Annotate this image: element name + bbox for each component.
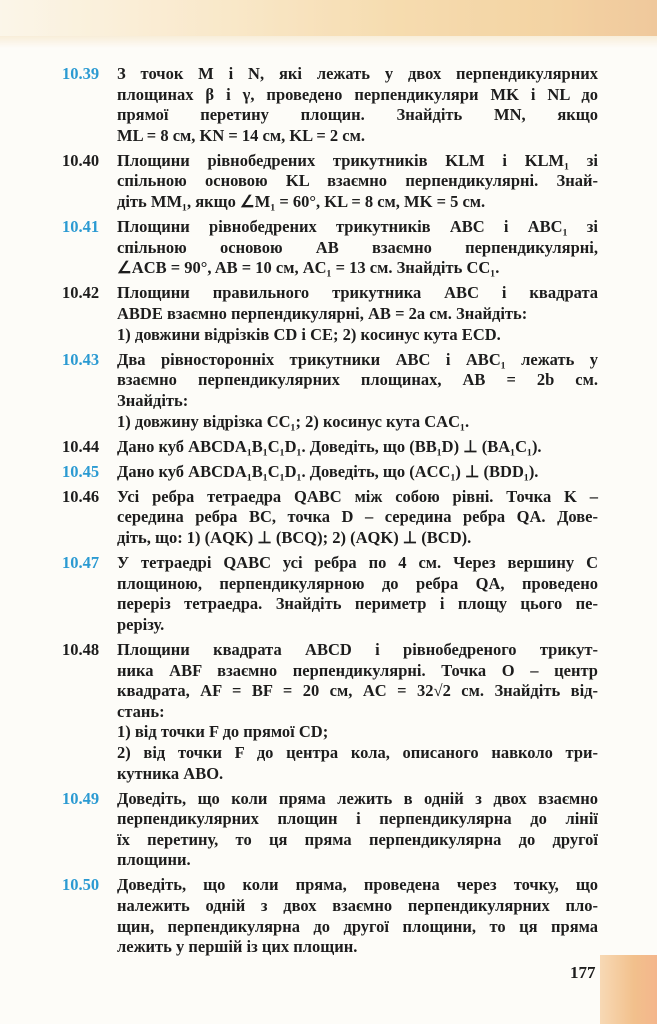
text-line: 2) від точки F до центра кола, описаного навколо три- <box>117 742 598 762</box>
text-line: середина ребра BC, точка D – середина ребра QA. Дове- <box>117 507 598 527</box>
text-line: перпендикулярних площин і перпендикулярна до лінії <box>117 809 598 829</box>
exercise-number: 10.46 <box>62 486 100 506</box>
text-line: спільною основою AB взаємно перпендикулярні, <box>117 237 598 257</box>
exercise-10-42 <box>62 283 598 345</box>
text-line: стань: <box>117 701 165 721</box>
exercise-10-49 <box>62 789 598 871</box>
text-line: ∠ACB = 90°, AB = 10 см, AC₁ = 13 см. Знайдіть CC₁. <box>117 258 500 278</box>
text-line: квадрата, AF = BF = 20 см, AC = 32√2 см. Знайдіть від- <box>117 681 598 701</box>
text-line: Дано куб ABCDA₁B₁C₁D₁. Доведіть, що (ACC₁) ⊥ (BDD₁). <box>117 461 539 481</box>
text-line: 1) довжину відрізка CC₁; 2) косинус кута CAC₁. <box>117 411 470 431</box>
text-line: площиною, перпендикулярною до ребра QA, проведено <box>117 573 598 593</box>
exercise-text <box>117 875 598 957</box>
text-line: Знайдіть: <box>117 390 189 410</box>
exercise-number: 10.43 <box>62 349 100 369</box>
text-line: Доведіть, що коли пряма, проведена через точку, що <box>117 875 598 895</box>
exercise-list <box>62 64 598 962</box>
text-line: ML = 8 см, KN = 14 см, KL = 2 см. <box>117 125 365 145</box>
exercise-text <box>117 217 598 279</box>
exercise-text <box>117 350 598 432</box>
text-line: ABDE взаємно перпендикулярні, AB = 2a см. Знайдіть: <box>117 304 528 324</box>
text-line: лежить у першій із цих площин. <box>117 937 358 957</box>
exercise-text <box>117 789 598 871</box>
text-line: Два рівносторонніх трикутники ABC і ABC₁ лежать у <box>117 349 598 369</box>
exercise-10-44 <box>62 437 598 458</box>
text-line: З точок M і N, які лежать у двох перпендикулярних <box>117 64 598 83</box>
text-line: 1) довжини відрізків CD і CE; 2) косинус кута ECD. <box>117 324 501 344</box>
text-line: діть, що: 1) (AQK) ⊥ (BCQ); 2) (AQK) ⊥ (BCD). <box>117 527 472 547</box>
text-line: належить одній з двох взаємно перпендикулярних пло- <box>117 896 598 916</box>
text-line: рерізу. <box>117 614 165 634</box>
text-line: площини. <box>117 850 191 870</box>
exercise-text <box>117 151 598 213</box>
exercise-10-43 <box>62 350 598 432</box>
exercise-text <box>117 640 598 784</box>
text-line: площинах β і γ, проведено перпендикуляри MK і NL до <box>117 84 598 104</box>
exercise-text <box>117 283 598 345</box>
exercise-number: 10.39 <box>62 64 100 83</box>
exercise-text <box>117 487 598 549</box>
exercise-10-40 <box>62 151 598 213</box>
exercise-number: 10.40 <box>62 150 100 170</box>
exercise-number: 10.42 <box>62 283 100 303</box>
page-header-band <box>0 0 657 36</box>
exercise-10-41 <box>62 217 598 279</box>
exercise-number: 10.50 <box>62 875 100 895</box>
text-line: Площини рівнобедрених трикутників KLM і KLM₁ зі <box>117 150 598 170</box>
page-number: 177 <box>570 963 596 982</box>
text-line: щин, перпендикулярна до другої площини, то ця пряма <box>117 916 598 936</box>
exercise-text <box>117 553 598 635</box>
text-line: їх перетину, то ця пряма перпендикулярна до другої <box>117 829 598 849</box>
exercise-number: 10.44 <box>62 436 100 456</box>
text-line: 1) від точки F до прямої CD; <box>117 722 329 742</box>
exercise-number: 10.41 <box>62 217 100 237</box>
exercise-10-45 <box>62 462 598 483</box>
exercise-number: 10.47 <box>62 553 100 573</box>
exercise-number: 10.48 <box>62 639 100 659</box>
text-line: діть MM₁, якщо ∠M₁ = 60°, KL = 8 см, MK = 5 см. <box>117 192 486 212</box>
text-line: взаємно перпендикулярних площинах, AB = 2b см. <box>117 370 598 390</box>
text-line: Дано куб ABCDA₁B₁C₁D₁. Доведіть, що (BB₁D) ⊥ (BA₁C₁). <box>117 436 542 456</box>
exercise-number: 10.45 <box>62 461 100 481</box>
exercise-10-39 <box>62 64 598 146</box>
exercise-10-48 <box>62 640 598 784</box>
text-line: Площини правильного трикутника ABC і квадрата <box>117 283 598 303</box>
text-line: Площини рівнобедрених трикутників ABC і ABC₁ зі <box>117 217 598 237</box>
text-line: спільною основою KL взаємно перпендикулярні. Знай- <box>117 171 598 191</box>
text-line: У тетраедрі QABC усі ребра по 4 см. Через вершину C <box>117 553 598 573</box>
exercise-text <box>117 64 598 146</box>
text-line: Доведіть, що коли пряма лежить в одній з двох взаємно <box>117 788 598 808</box>
exercise-10-47 <box>62 553 598 635</box>
text-line: Площини квадрата ABCD і рівнобедреного трикут- <box>117 639 598 659</box>
text-line: переріз тетраедра. Знайдіть периметр і площу цього пе- <box>117 594 598 614</box>
exercise-10-46 <box>62 487 598 549</box>
text-line: прямої перетину площин. Знайдіть MN, якщо <box>117 105 598 125</box>
page-corner-decoration <box>600 955 657 1024</box>
text-line: Усі ребра тетраедра QABC між собою рівні. Точка K – <box>117 486 598 506</box>
text-line: кутника ABO. <box>117 763 224 783</box>
exercise-text <box>117 462 598 483</box>
exercise-10-50 <box>62 875 598 957</box>
exercise-number: 10.49 <box>62 788 100 808</box>
exercise-text <box>117 437 598 458</box>
text-line: ника ABF взаємно перпендикулярні. Точка O – центр <box>117 660 598 680</box>
